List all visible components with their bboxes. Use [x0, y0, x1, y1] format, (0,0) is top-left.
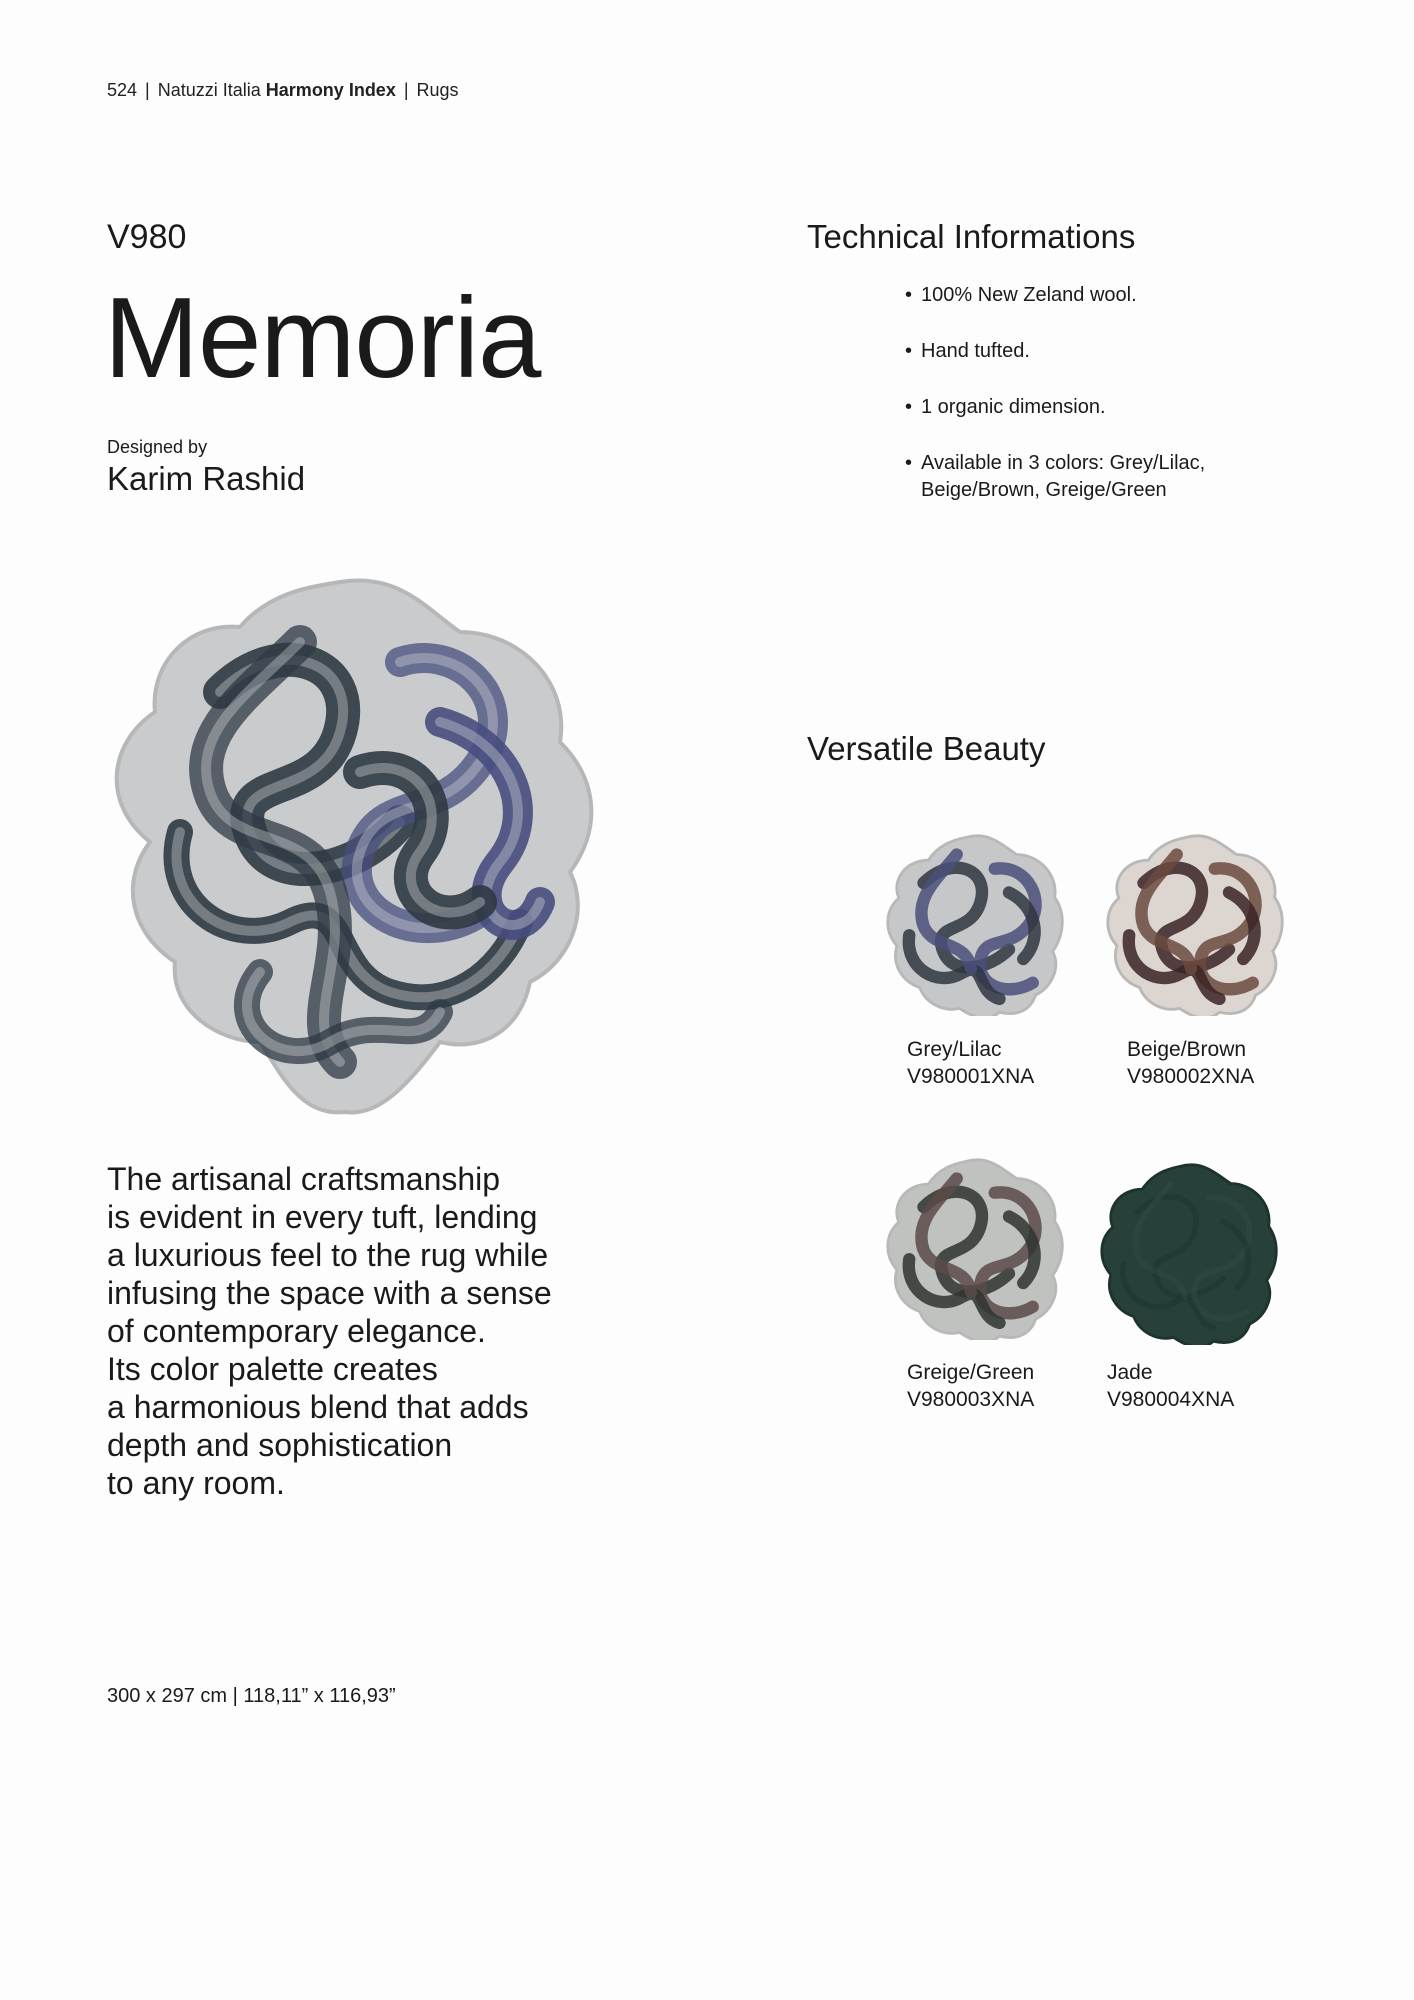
brand-name: Natuzzi Italia — [157, 80, 261, 100]
page-number: 524 — [107, 80, 138, 100]
variant-jade-image — [1090, 1155, 1280, 1345]
variant-code: V980001XNA — [907, 1065, 1035, 1088]
description-line: a luxurious feel to the rug while — [107, 1237, 549, 1273]
description-line: Its color palette creates — [107, 1351, 438, 1387]
description-line: depth and sophistication — [107, 1427, 453, 1463]
section-name: Rugs — [416, 80, 459, 100]
technical-item: • 100% New Zeland wool. — [905, 282, 1305, 309]
variant-name: Greige/Green — [907, 1361, 1035, 1384]
variant-greige-green-image — [876, 1150, 1066, 1340]
variant-grey-lilac-label — [907, 1036, 1034, 1090]
technical-item: • Available in 3 colors: Grey/Lilac, Beige/Brown, Greige/Green — [905, 450, 1305, 504]
header-separator: | — [145, 80, 150, 100]
description-line: The artisanal craftsmanship — [107, 1161, 501, 1197]
variant-jade-label — [1107, 1359, 1234, 1413]
variant-beige-brown-image — [1096, 826, 1286, 1016]
index-name: Harmony Index — [265, 80, 396, 100]
technical-list — [905, 282, 1305, 533]
dimensions-text: 300 x 297 cm | 118,11” x 116,93” — [107, 1685, 396, 1707]
variant-code: V980004XNA — [1107, 1388, 1235, 1411]
description-line: to any room. — [107, 1465, 285, 1501]
technical-heading: Technical Informations — [807, 218, 1136, 255]
technical-item: • 1 organic dimension. — [905, 394, 1305, 421]
designed-by-label: Designed by — [107, 437, 208, 457]
description-paragraph — [107, 1160, 627, 1502]
page-header — [107, 80, 459, 101]
variant-greige-green-label — [907, 1359, 1034, 1413]
variant-code: V980003XNA — [907, 1388, 1035, 1411]
variant-name: Beige/Brown — [1127, 1038, 1247, 1061]
versatile-heading: Versatile Beauty — [807, 730, 1046, 767]
description-line: of contemporary elegance. — [107, 1313, 486, 1349]
product-code: V980 — [107, 218, 187, 256]
header-separator: | — [403, 80, 409, 100]
description-line: is evident in every tuft, lending — [107, 1199, 538, 1235]
designer-name: Karim Rashid — [107, 460, 306, 497]
variant-grey-lilac-image — [876, 826, 1066, 1016]
variant-name: Grey/Lilac — [907, 1038, 1002, 1061]
technical-item: • Hand tufted. — [905, 338, 1305, 365]
description-line: a harmonious blend that adds — [107, 1389, 529, 1425]
product-title: Memoria — [104, 275, 541, 402]
variant-code: V980002XNA — [1127, 1065, 1255, 1088]
main-rug-image — [100, 572, 610, 1122]
variant-beige-brown-label — [1127, 1036, 1254, 1090]
variant-name: Jade — [1107, 1361, 1153, 1384]
description-line: infusing the space with a sense — [107, 1275, 552, 1311]
